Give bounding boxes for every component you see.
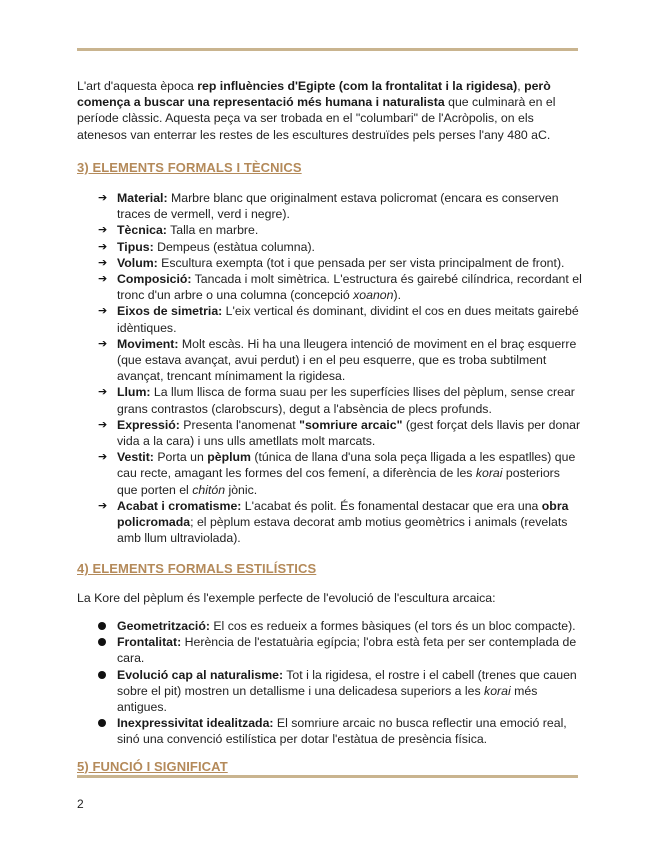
item-text: Dempeus (estàtua columna). xyxy=(153,239,315,254)
list-item-vestit xyxy=(77,449,582,498)
intro-bold-1: rep influències d'Egipte (com la frontalitat i la rigidesa) xyxy=(197,79,518,93)
item-label: Composició: xyxy=(117,272,192,287)
item-text: El cos es redueix a formes bàsiques (el tors és un bloc compacte). xyxy=(209,618,576,633)
item-label: Vestit: xyxy=(117,450,154,465)
arrow-bullet-icon: ➔ xyxy=(98,451,108,464)
list-item-moviment xyxy=(77,336,582,385)
item-bold: "somriure arcaic" xyxy=(299,417,403,432)
arrow-bullet-icon: ➔ xyxy=(98,386,108,399)
section-4-list xyxy=(77,618,582,748)
item-text: L'eix vertical és dominant, dividint el cos en dues meitats gairebé idèntiques. xyxy=(117,304,579,335)
item-label: Expressió: xyxy=(117,417,180,432)
item-label: Geometrització: xyxy=(117,618,210,633)
arrow-bullet-icon: ➔ xyxy=(98,337,108,350)
dot-bullet-icon xyxy=(98,719,106,727)
item-label: Llum: xyxy=(117,385,151,400)
intro-text-3: que culminarà en el període clàssic. Aquesta peça va ser trobada en el "columbari" de l'Acròpolis, on els atenesos van enterrar les restes de les escultures destruïdes pels perses l'any 480 aC. xyxy=(77,95,556,142)
section-4-intro: La Kore del pèplum és l'exemple perfecte de l'evolució de l'escultura arcaica: xyxy=(77,590,496,605)
item-text: Tot i la rigidesa, el rostre i el cabell (trenes que cauen sobre el pit) mostren un detallisme i una delicadesa superiors a les xyxy=(117,667,577,698)
item-label: Frontalitat: xyxy=(117,635,182,650)
intro-bold-2: però comença a buscar una representació més humana i naturalista xyxy=(77,79,551,110)
item-label: Evolució cap al naturalisme: xyxy=(117,667,284,682)
item-bold: pèplum xyxy=(207,450,251,465)
section-3-heading: 3) ELEMENTS FORMALS I TÈCNICS xyxy=(77,159,302,175)
item-text: Marbre blanc que originalment estava policromat (encara es conserven traces de vermell, verd i negre). xyxy=(117,191,559,222)
intro-text-1: L'art d'aquesta època xyxy=(77,79,198,93)
section-5-heading: 5) FUNCIÓ I SIGNIFICAT xyxy=(77,758,228,774)
item-text: Herència de l'estatuària egípcia; l'obra està feta per ser contemplada de cara. xyxy=(117,635,577,666)
item-text: Molt escàs. Hi ha una lleugera intenció de moviment en el braç esquerre (que estava avançat, avui perdut) i en el peu esquerre, que es troba subtilment avançat, trencant mínimament la rigidesa. xyxy=(117,336,577,384)
item-text: Talla en marbre. xyxy=(166,223,259,238)
arrow-bullet-icon: ➔ xyxy=(98,256,108,269)
list-item-acabat xyxy=(77,498,582,547)
document-body xyxy=(77,78,582,775)
list-item-eixos xyxy=(77,303,582,335)
arrow-bullet-icon: ➔ xyxy=(98,418,108,431)
item-italic: xoanon xyxy=(353,288,394,303)
item-text-3: posteriors que porten el xyxy=(117,466,560,497)
item-text-after: més antigues. xyxy=(117,683,538,714)
arrow-bullet-icon: ➔ xyxy=(98,240,108,253)
dot-bullet-icon xyxy=(98,622,106,630)
item-text-2: (túnica de llana d'una sola peça lligada a les espatlles) que cau recte, amagant les formes del cos femení, a diferència de les xyxy=(117,450,576,481)
item-label: Inexpressivitat idealitzada: xyxy=(117,716,274,731)
header-rule xyxy=(77,48,578,51)
dot-bullet-icon xyxy=(98,671,106,679)
list-item-material xyxy=(77,190,582,222)
item-italic: korai xyxy=(475,466,503,481)
arrow-bullet-icon: ➔ xyxy=(98,273,108,286)
item-bold: obra policromada xyxy=(117,498,569,530)
intro-text-2: , xyxy=(517,79,525,93)
item-text-after: (gest forçat dels llavis per donar vida a la cara) i uns ulls ametllats molt marcats. xyxy=(117,417,581,449)
item-label: Material: xyxy=(117,191,168,206)
arrow-bullet-icon: ➔ xyxy=(98,192,108,205)
list-item-tecnica xyxy=(77,222,582,238)
footer-rule xyxy=(77,775,578,778)
arrow-bullet-icon: ➔ xyxy=(98,499,108,512)
item-label: Acabat i cromatisme: xyxy=(117,498,242,513)
item-label: Moviment: xyxy=(117,336,179,351)
arrow-bullet-icon: ➔ xyxy=(98,224,108,237)
item-text-after: jònic. xyxy=(225,482,258,497)
item-text: La llum llisca de forma suau per les superfícies llises del pèplum, sense crear grans contrastos (clarobscurs), degut a l'absència de plecs profunds. xyxy=(117,385,575,416)
list-item-expressio xyxy=(77,417,582,449)
item-text-after: ; el pèplum estava decorat amb motius geomètrics i animals (revelats amb llum ultraviolada). xyxy=(117,515,568,546)
item-text-after: ). xyxy=(393,288,401,303)
list-item-geometritzacio xyxy=(77,618,582,634)
list-item-composicio xyxy=(77,271,582,303)
item-label: Volum: xyxy=(117,255,158,270)
item-italic: korai xyxy=(484,683,511,698)
section-4-heading: 4) ELEMENTS FORMALS ESTILÍSTICS xyxy=(77,561,317,577)
arrow-bullet-icon: ➔ xyxy=(98,305,108,318)
item-label: Eixos de simetria: xyxy=(117,304,223,319)
item-text: Presenta l'anomenat xyxy=(179,417,300,432)
item-text: Escultura exempta (tot i que pensada per ser vista principalment de front). xyxy=(157,255,565,270)
list-item-llum xyxy=(77,384,582,416)
list-item-evolucio xyxy=(77,667,582,716)
list-item-inexpressivitat xyxy=(77,715,582,747)
item-italic-2: chitón xyxy=(192,482,226,497)
section-3-list xyxy=(77,190,582,546)
item-text: El somriure arcaic no busca reflectir una emoció real, sinó una convenció estilística per dotar l'estàtua de presència física. xyxy=(117,716,567,747)
intro-paragraph xyxy=(77,78,582,143)
item-text: L'acabat és polit. És fonamental destacar que era una xyxy=(241,498,542,513)
item-text: Tancada i molt simètrica. L'estructura és gairebé cilíndrica, recordant el tronc d'un arbre o una columna (concepció xyxy=(117,272,582,303)
list-item-tipus xyxy=(77,239,582,255)
item-label: Tipus: xyxy=(117,239,154,254)
item-text: Porta un xyxy=(153,450,208,465)
list-item-frontalitat xyxy=(77,634,582,666)
dot-bullet-icon xyxy=(98,638,106,646)
item-label: Tècnica: xyxy=(117,223,167,238)
list-item-volum xyxy=(77,255,582,271)
page-number: 2 xyxy=(77,797,84,811)
